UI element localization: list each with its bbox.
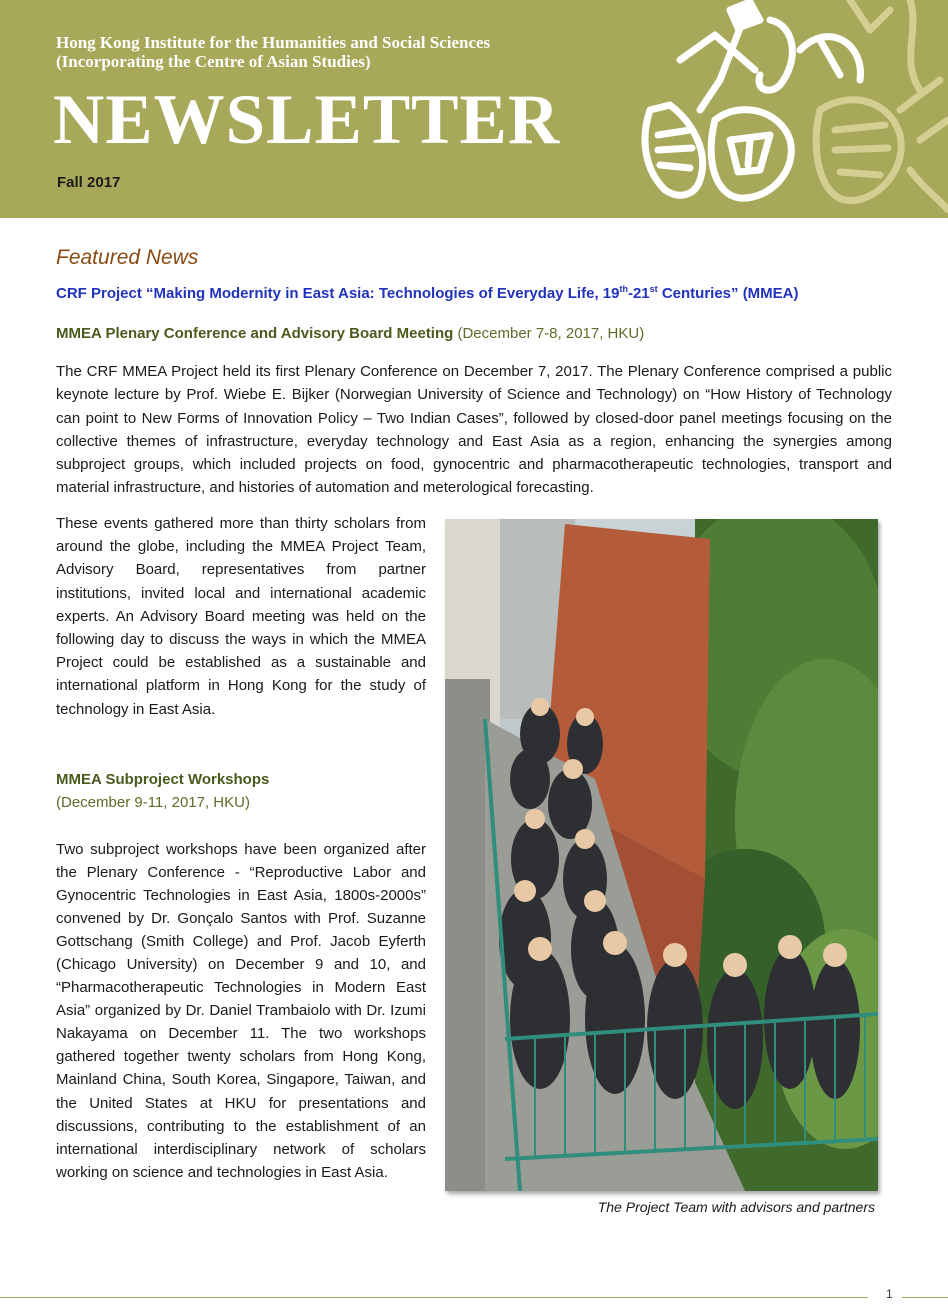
institute-name [56,33,490,71]
project-title [56,284,896,302]
plenary-heading-dates: (December 7-8, 2017, HKU) [453,325,645,342]
project-title-sup: th [619,284,628,294]
institute-line-2: (Incorporating the Centre of Asian Studies) [56,52,371,71]
plenary-paragraph: The CRF MMEA Project held its first Plenary Conference on December 7, 2017. The Plenary Conference comprised a public keynote lecture by Prof. Wiebe E. Bijker (Norwegian University of Science and Technology) on “How History of Technology can point to New Forms of Innovation Policy – Two Indian Cases”, followed by closed-door panel meetings focusing on the collective themes of infrastructure, everyday technology and East Asia as a region, enhancing the synergies among subproject groups, which included projects on food, gynocentric and pharmacotherapeutic technologies, transport and material infrastructure, and histories of automation and meterological forecasting. [56,363,892,497]
footer-rule [0,1297,868,1298]
group-photo-image [445,519,878,1191]
banner-decoration-artwork [620,0,948,218]
footer-rule [902,1297,948,1298]
workshops-heading [56,768,426,814]
institute-line-1: Hong Kong Institute for the Humanities and Social Sciences [56,33,491,52]
issue-label: Fall 2017 [57,174,121,191]
workshops-heading-dates: (December 9-11, 2017, HKU) [56,794,250,811]
plenary-heading-title: MMEA Plenary Conference and Advisory Board Meeting [56,325,454,342]
workshops-paragraph: Two subproject workshops have been organized after the Plenary Conference - “Reproductive Labor and Gynocentric Technologies in East Asia, 1800s-2000s” convened by Dr. Gonçalo Santos with Prof. Suzanne Gottschang (Smith College) and Prof. Jacob Eyferth (Chicago University) on December 9 and 10, and “Pharmacotherapeutic Technologies in Modern East Asia” organized by Dr. Daniel Trambaiolo with Dr. Izumi Nakayama on December 11. The two workshops gathered together twenty scholars from Hong Kong, Mainland China, South Korea, Singapore, Taiwan, and the United States at HKU for presentations and discussions, contributing to the establishment of an international interdisciplinary network of scholars working on science and technologies in East Asia. [56,841,426,1181]
project-title-part: Centuries” (MMEA) [657,285,799,302]
section-label: Featured News [56,246,199,269]
workshops-heading-title: MMEA Subproject Workshops [56,771,270,788]
project-title-part: CRF Project “Making Modernity in East Asia: Technologies of Everyday Life, 19 [56,285,620,302]
project-title-part: -21 [627,285,650,302]
photo-caption: The Project Team with advisors and partners [597,1199,875,1215]
group-photo [445,519,878,1191]
newsletter-title: NEWSLETTER [53,81,561,159]
page-number: 1 [886,1287,893,1301]
newsletter-banner [0,0,948,218]
events-paragraph: These events gathered more than thirty scholars from around the globe, including the MMEA Project Team, Advisory Board, representatives from partner institutions, invited local and international academic experts. An Advisory Board meeting was held on the following day to discuss the ways in which the MMEA Project could be established as a sustainable and international platform in Hong Kong for the study of technology in East Asia. [56,515,426,718]
project-title-sup: st [649,284,658,294]
plenary-heading [56,325,644,342]
